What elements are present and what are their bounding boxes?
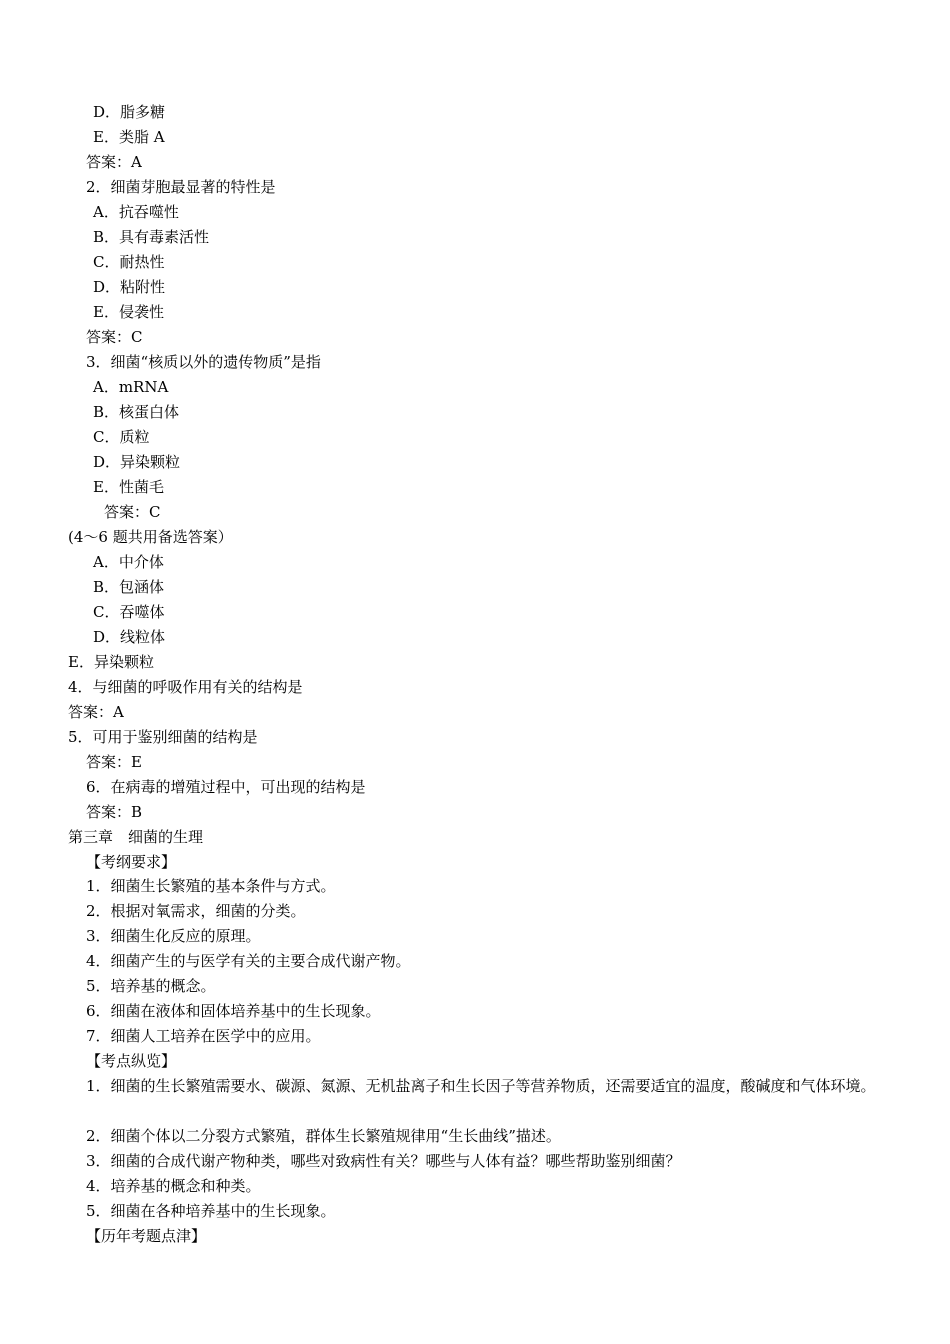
q3-option-e: E．性菌毛 xyxy=(93,478,164,496)
overview-item-4: 4．培养基的概念和种类。 xyxy=(86,1177,261,1195)
syllabus-item-3: 3．细菌生化反应的原理。 xyxy=(86,927,261,945)
q3-option-c: C．质粒 xyxy=(93,428,150,446)
overview-item-1: 1．细菌的生长繁殖需要水、碳源、氮源、无机盐离子和生长因子等营养物质，还需要适宜的温度，酸碱度和气体环境。 xyxy=(86,1077,876,1095)
shared-options-header: (4～6 题共用备选答案） xyxy=(68,528,233,546)
shared-option-d: D．线粒体 xyxy=(93,628,166,646)
overview-item-2: 2．细菌个体以二分裂方式繁殖，群体生长繁殖规律用“生长曲线”描述。 xyxy=(86,1127,561,1145)
q3-option-a: A．mRNA xyxy=(93,378,169,396)
option-e-lipid-a: E．类脂 A xyxy=(93,128,165,146)
q3-option-b: B．核蛋白体 xyxy=(93,403,180,421)
answer-q2: 答案：C xyxy=(86,328,143,346)
syllabus-item-2: 2．根据对氧需求，细菌的分类。 xyxy=(86,902,306,920)
answer-q6: 答案：B xyxy=(86,803,143,821)
q3-option-d: D．异染颗粒 xyxy=(93,453,181,471)
answer-q1: 答案：A xyxy=(86,153,142,171)
shared-option-b: B．包涵体 xyxy=(93,578,165,596)
syllabus-item-7: 7．细菌人工培养在医学中的应用。 xyxy=(86,1027,321,1045)
overview-item-5: 5．细菌在各种培养基中的生长现象。 xyxy=(86,1202,336,1220)
question-3: 3．细菌“核质以外的遗传物质”是指 xyxy=(86,353,321,371)
syllabus-item-6: 6．细菌在液体和固体培养基中的生长现象。 xyxy=(86,1002,381,1020)
shared-option-c: C．吞噬体 xyxy=(93,603,165,621)
q2-option-d: D．粘附性 xyxy=(93,278,166,296)
section-overview-heading: 【考点纵览】 xyxy=(86,1052,177,1070)
section-past-exams-heading: 【历年考题点津】 xyxy=(86,1227,207,1245)
syllabus-item-5: 5．培养基的概念。 xyxy=(86,977,216,995)
answer-q4: 答案：A xyxy=(68,703,124,721)
shared-option-a: A．中介体 xyxy=(93,553,164,571)
syllabus-item-4: 4．细菌产生的与医学有关的主要合成代谢产物。 xyxy=(86,952,411,970)
question-5: 5．可用于鉴别细菌的结构是 xyxy=(68,728,258,746)
question-2: 2．细菌芽胞最显著的特性是 xyxy=(86,178,276,196)
shared-option-e: E．异染颗粒 xyxy=(68,653,154,671)
q2-option-e: E．侵袭性 xyxy=(93,303,164,321)
question-4: 4．与细菌的呼吸作用有关的结构是 xyxy=(68,678,303,696)
question-6: 6．在病毒的增殖过程中，可出现的结构是 xyxy=(86,778,366,796)
section-syllabus-heading: 【考纲要求】 xyxy=(86,853,177,871)
q2-option-b: B．具有毒素活性 xyxy=(93,228,210,246)
syllabus-item-1: 1．细菌生长繁殖的基本条件与方式。 xyxy=(86,877,336,895)
q2-option-c: C．耐热性 xyxy=(93,253,165,271)
overview-item-3: 3．细菌的合成代谢产物种类，哪些对致病性有关？哪些与人体有益？哪些帮助鉴别细菌？ xyxy=(86,1152,681,1170)
chapter-title: 第三章 细菌的生理 xyxy=(68,828,204,846)
answer-q5: 答案：E xyxy=(86,753,142,771)
q2-option-a: A．抗吞噬性 xyxy=(93,203,179,221)
option-d-lipopolysaccharide: D．脂多糖 xyxy=(93,103,166,121)
answer-q3: 答案：C xyxy=(104,503,161,521)
